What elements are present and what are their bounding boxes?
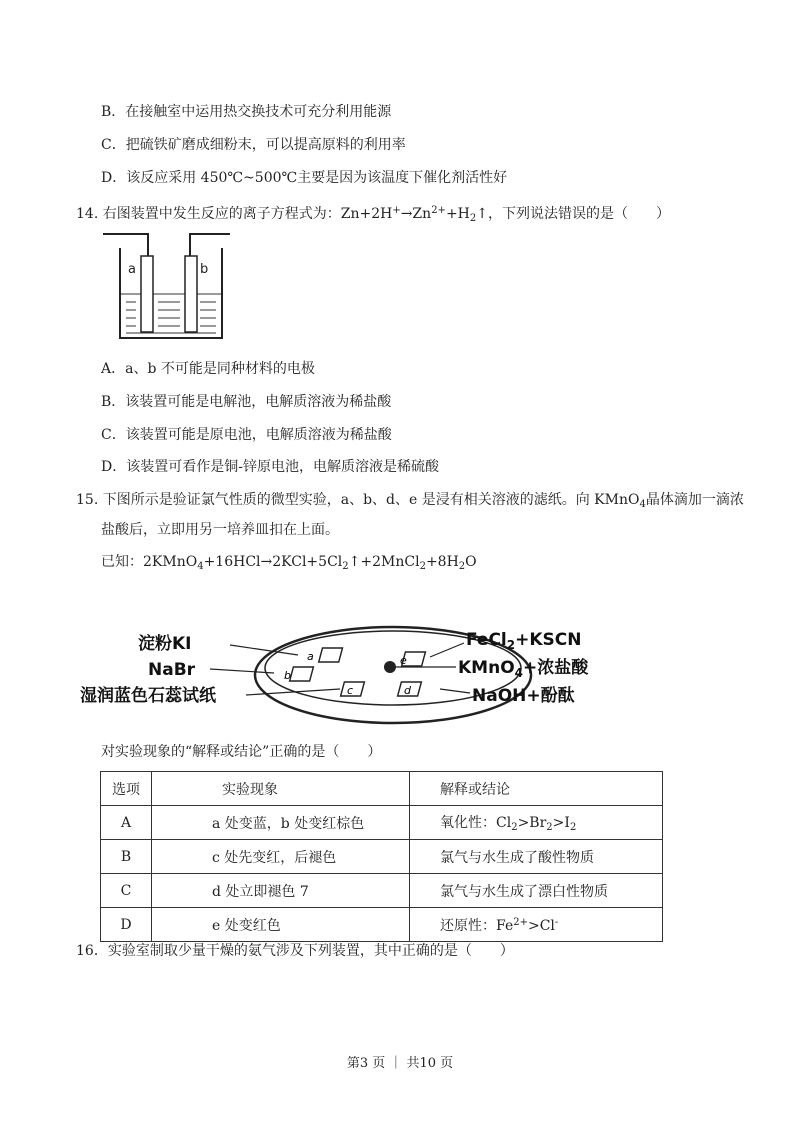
q15-number: 15. xyxy=(76,492,99,508)
q15-answer-table xyxy=(100,771,663,942)
page-footer: 第3 页 ｜ 共10 页 xyxy=(346,1056,454,1071)
header-conclusion: 解释或结论 xyxy=(410,772,663,806)
q14-option-c: C．该装置可能是原电池，电解质溶液为稀盐酸 xyxy=(101,427,392,443)
electrolyte-solution xyxy=(121,294,221,333)
electrode-b xyxy=(185,256,197,332)
q15-stem-line2: 盐酸后，立即用另一培养皿扣在上面。 xyxy=(101,522,339,538)
electrolysis-cell-figure xyxy=(96,226,236,344)
q13-option-d: D．该反应采用 450℃~500℃主要是因为该温度下催化剂活性好 xyxy=(101,170,508,186)
paper-b xyxy=(290,667,314,681)
q14-option-b: B．该装置可能是电解池，电解质溶液为稀盐酸 xyxy=(101,394,392,410)
paper-d-label: d xyxy=(404,684,411,697)
q15-table-caption: 对实验现象的“解释或结论”正确的是（ ） xyxy=(101,744,382,760)
label-starch-ki: 淀粉KI xyxy=(138,634,192,654)
q13-option-b: B．在接触室中运用热交换技术可充分利用能源 xyxy=(101,104,392,120)
wire-right xyxy=(190,234,230,256)
label-litmus-paper: 湿润蓝色石蕊试纸 xyxy=(80,686,216,706)
table-row: B c 处先变红，后褪色 氯气与水生成了酸性物质 xyxy=(101,840,663,874)
q15-stem-line1: 15. 下图所示是验证氯气性质的微型实验，a、b、d、e 是浸有相关溶液的滤纸。向 KMnO$_4$晶体滴加一滴浓 xyxy=(76,492,744,510)
paper-b-label: b xyxy=(284,669,291,682)
electrode-a-label: a xyxy=(128,262,136,277)
q16-number: 16． xyxy=(76,943,108,959)
label-fecl2-kscn: FeCl$_2$+KSCN xyxy=(466,630,582,652)
table-row: A a 处变蓝，b 处变红棕色 氧化性：$Cl_2>Br_2>I_2$ xyxy=(101,806,663,840)
table-row: D e 处变红色 还原性：$Fe^{2+}>Cl^-$ xyxy=(101,908,663,942)
q14-stem: 14. 右图装置中发生反应的离子方程式为：$Zn+2H^+\to Zn^{2+}+H_2↑$，下列说法错误的是（ ） xyxy=(76,205,670,224)
label-nabr: NaBr xyxy=(148,660,196,680)
paper-c-label: c xyxy=(347,684,354,697)
label-naoh-phenolphthalein: NaOH+酚酞 xyxy=(472,686,575,706)
q15-known-equation: 已知：$2KMnO_4+16HCl\to 2KCl+5Cl_2↑+2MnCl_2+8H_2O$ xyxy=(101,554,477,572)
paper-e-label: e xyxy=(400,654,407,667)
label-kmno4-hcl: KMnO$_4$+浓盐酸 xyxy=(458,658,589,680)
q14-option-d: D．该装置可看作是铜-锌原电池，电解质溶液是稀硫酸 xyxy=(101,459,439,475)
wire-left xyxy=(103,234,148,256)
table-header-row xyxy=(101,772,663,806)
petri-dish-figure xyxy=(78,605,589,735)
q14-option-a: A．a、b 不可能是同种材料的电极 xyxy=(101,361,315,377)
q14-number: 14. xyxy=(76,206,99,222)
electrode-a xyxy=(141,256,153,332)
q16-stem: 16．实验室制取少量干燥的氨气涉及下列装置，其中正确的是（ ） xyxy=(76,943,514,959)
q13-option-c: C．把硫铁矿磨成细粉末，可以提高原料的利用率 xyxy=(101,137,406,153)
electrode-b-label: b xyxy=(200,262,209,277)
paper-a-label: a xyxy=(307,650,314,663)
paper-a xyxy=(319,648,343,662)
table-row: C d 处立即褪色 7 氯气与水生成了漂白性物质 xyxy=(101,874,663,908)
header-phenomenon: 实验现象 xyxy=(152,772,410,806)
kmno4-crystals xyxy=(384,661,396,673)
header-option: 选项 xyxy=(101,772,152,806)
